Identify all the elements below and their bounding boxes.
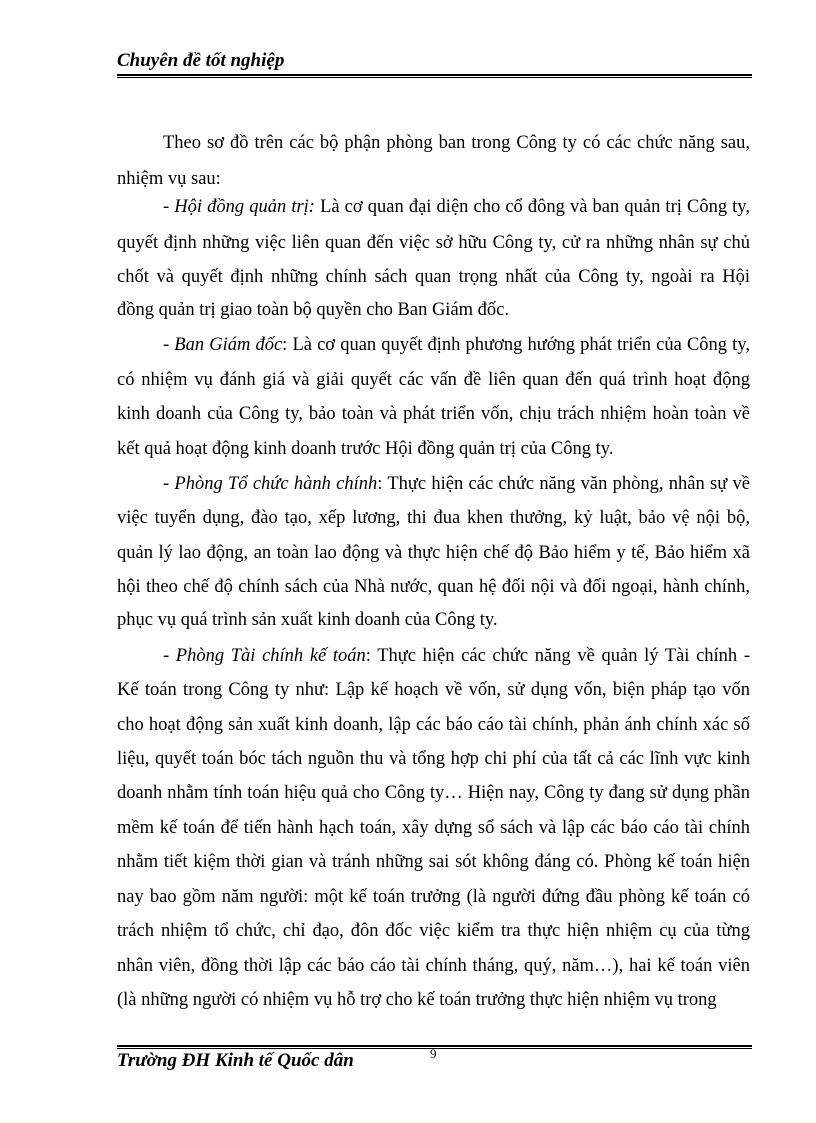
- paragraph-text: kết quả hoạt động kinh doanh trước Hội đồng quản trị của Công ty.: [117, 439, 614, 459]
- paragraph-text: có nhiệm vụ đánh giá và giải quyết các vấn đề liên quan đến quá trình hoạt động: [117, 370, 750, 390]
- paragraph-line: [163, 473, 750, 495]
- paragraph-line: [117, 679, 750, 701]
- paragraph-line: [163, 132, 750, 154]
- paragraph-text: liệu, quyết toán bóc tách nguồn thu và tổng hợp chi phí của tất cả các lĩnh vực kinh: [117, 749, 750, 769]
- paragraph-text: quản lý lao động, an toàn lao động và thực hiện chế độ Bảo hiểm y tế, Bảo hiểm xã: [117, 543, 750, 563]
- paragraph-line: [117, 851, 750, 873]
- paragraph-line: [117, 266, 750, 288]
- paragraph-line: [117, 920, 750, 942]
- paragraph-text: mềm kế toán để tiến hành hạch toán, xây dựng sổ sách và lập các báo cáo tài chính: [117, 818, 750, 838]
- paragraph-line: [117, 714, 750, 736]
- paragraph-text: : Thực hiện các chức năng văn phòng, nhân sự về: [377, 474, 750, 494]
- paragraph-text: nhiệm vụ sau:: [117, 169, 221, 189]
- paragraph-text: Là cơ quan đại diện cho cổ đông và ban quản trị Công ty,: [314, 197, 750, 217]
- paragraph-line: [117, 609, 750, 631]
- paragraph-line: [117, 576, 750, 598]
- paragraph-line: [117, 782, 750, 804]
- paragraph-line: [117, 886, 750, 908]
- paragraph-line: [117, 817, 750, 839]
- page-number: 9: [430, 1046, 437, 1061]
- paragraph-line: [117, 955, 750, 977]
- paragraph-text: cho hoạt động sản xuất kinh doanh, lập các báo cáo tài chính, phản ánh chính xác số: [117, 715, 750, 735]
- paragraph-text: đồng quản trị giao toàn bộ quyền cho Ban Giám đốc.: [117, 300, 510, 320]
- paragraph-text: nhân viên, đồng thời lập các báo cáo tài chính tháng, quý, năm…), hai kế toán viên: [117, 956, 750, 976]
- paragraph-line: [117, 542, 750, 564]
- paragraph-line: [117, 403, 750, 425]
- paragraph-lead-term: - Ban Giám đốc: [163, 335, 283, 355]
- paragraph-text: kinh doanh của Công ty, bảo toàn và phát triển vốn, chịu trách nhiệm hoàn toàn về: [117, 404, 750, 424]
- paragraph-line: [117, 438, 750, 460]
- paragraph-text: phục vụ quá trình sản xuất kinh doanh của Công ty.: [117, 610, 498, 630]
- header-rule: [117, 74, 752, 78]
- paragraph-text: hội theo chế độ chính sách của Nhà nước, quan hệ đối nội và đối ngoại, hành chính,: [117, 577, 750, 597]
- paragraph-text: nay bao gồm năm người: một kế toán trưởng (là người đứng đầu phòng kế toán có: [117, 887, 750, 907]
- paragraph-text: doanh nhằm tính toán hiệu quả cho Công ty… Hiện nay, Công ty đang sử dụng phần: [117, 783, 750, 803]
- paragraph-text: : Là cơ quan quyết định phương hướng phát triển của Công ty,: [282, 335, 750, 355]
- paragraph-line: [163, 645, 750, 667]
- paragraph-text: Theo sơ đồ trên các bộ phận phòng ban trong Công ty có các chức năng sau,: [163, 133, 750, 153]
- paragraph-text: chốt và quyết định những chính sách quan trọng nhất của Công ty, ngoài ra Hội: [117, 267, 750, 287]
- paragraph-text: nhằm tiết kiệm thời gian và tránh những sai sót không đáng có. Phòng kế toán hiện: [117, 852, 750, 872]
- paragraph-text: việc tuyển dụng, đào tạo, xếp lương, thi đua khen thưởng, kỷ luật, bảo vệ nội bộ,: [117, 508, 750, 528]
- paragraph-line: [117, 507, 750, 529]
- paragraph-text: trách nhiệm tổ chức, chỉ đạo, đôn đốc việc kiểm tra thực hiện nhiệm cụ của từng: [117, 921, 750, 941]
- footer-school: Trường ĐH Kinh tế Quốc dân: [117, 1050, 354, 1071]
- paragraph-text: (là những người có nhiệm vụ hỗ trợ cho kế toán trưởng thực hiện nhiệm vụ trong: [117, 990, 717, 1010]
- paragraph-line: [117, 168, 750, 190]
- header-title: Chuyên đề tốt nghiệp: [117, 50, 285, 71]
- paragraph-lead-term: - Hội đồng quản trị:: [163, 197, 315, 217]
- paragraph-text: quyết định những việc liên quan đến việc sở hữu Công ty, cử ra những nhân sự chủ: [117, 233, 750, 253]
- paragraph-line: [163, 196, 750, 218]
- paragraph-lead-term: - Phòng Tổ chức hành chính: [163, 474, 378, 494]
- paragraph-text: : Thực hiện các chức năng về quản lý Tài chính -: [365, 646, 750, 666]
- paragraph-line: [163, 334, 750, 356]
- paragraph-line: [117, 369, 750, 391]
- paragraph-line: [117, 989, 750, 1011]
- paragraph-line: [117, 232, 750, 254]
- paragraph-text: Kế toán trong Công ty như: Lập kế hoạch về vốn, sử dụng vốn, biện pháp tạo vốn: [117, 680, 750, 700]
- paragraph-line: [117, 299, 750, 321]
- paragraph-line: [117, 748, 750, 770]
- paragraph-lead-term: - Phòng Tài chính kế toán: [163, 646, 366, 666]
